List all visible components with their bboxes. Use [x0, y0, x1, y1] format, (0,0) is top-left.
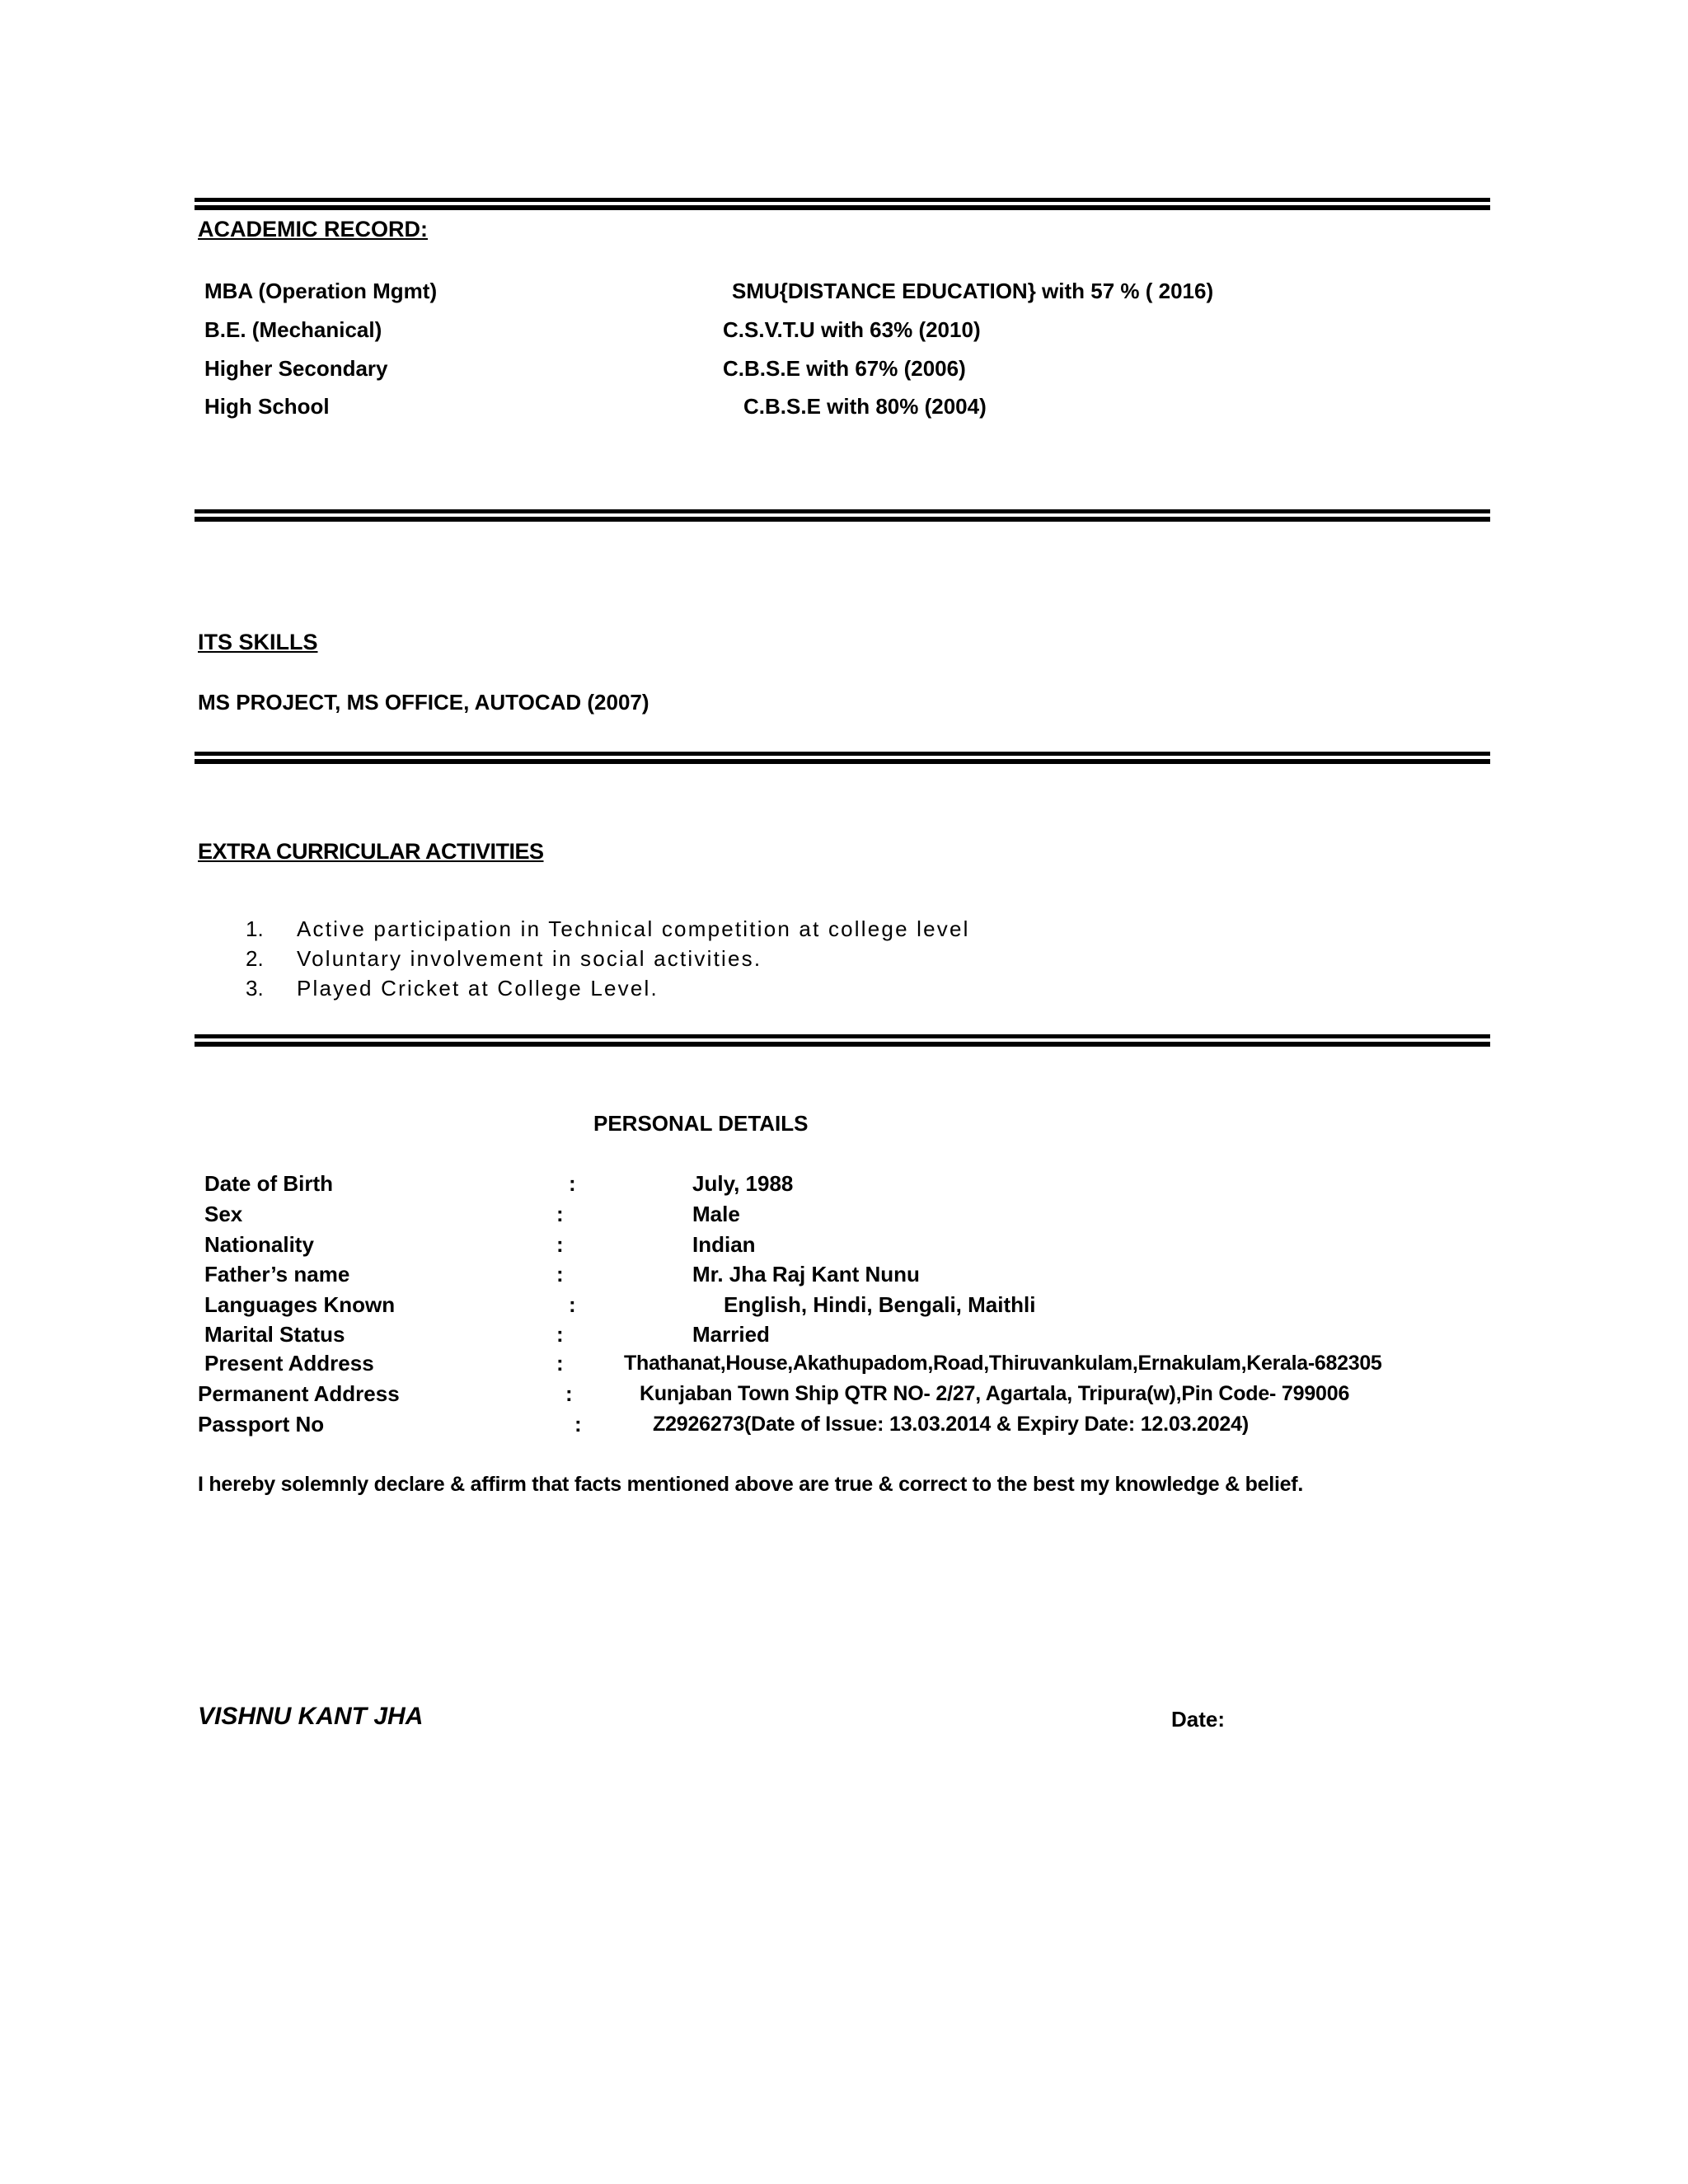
date-label: Date:: [1171, 1707, 1226, 1732]
academic-degree: High School: [204, 394, 330, 419]
detail-label: Father’s name: [204, 1262, 350, 1286]
personal-heading: PERSONAL DETAILS: [593, 1111, 809, 1136]
skills-heading: ITS SKILLS: [198, 630, 318, 654]
detail-label: Date of Birth: [204, 1171, 333, 1196]
detail-value: Mr. Jha Raj Kant Nunu: [692, 1262, 920, 1286]
detail-label: Permanent Address: [198, 1381, 400, 1406]
extra-heading: EXTRA CURRICULAR ACTIVITIES: [198, 839, 544, 864]
academic-degree: B.E. (Mechanical): [204, 317, 382, 342]
list-item-number: 1.: [246, 916, 264, 941]
detail-separator: :: [574, 1412, 582, 1436]
detail-label: Present Address: [204, 1351, 374, 1376]
detail-label: Languages Known: [204, 1292, 396, 1317]
detail-value: Thathanat,House,Akathupadom,Road,Thiruvankulam,Ernakulam,Kerala-682305: [624, 1352, 1382, 1375]
detail-value: Z2926273(Date of Issue: 13.03.2014 & Expiry Date: 12.03.2024): [653, 1413, 1249, 1436]
detail-separator: :: [556, 1202, 564, 1226]
detail-label: Sex: [204, 1202, 243, 1226]
detail-separator: :: [556, 1351, 564, 1376]
detail-separator: :: [556, 1232, 564, 1257]
academic-heading: ACADEMIC RECORD:: [198, 217, 428, 241]
detail-separator: :: [556, 1322, 564, 1347]
detail-value: July, 1988: [692, 1171, 794, 1196]
detail-separator: :: [565, 1381, 573, 1406]
academic-detail: C.B.S.E with 67% (2006): [723, 356, 966, 381]
detail-separator: :: [556, 1262, 564, 1286]
section-divider: [195, 509, 1490, 523]
detail-value: Indian: [692, 1232, 756, 1257]
academic-degree: Higher Secondary: [204, 356, 388, 381]
academic-detail: C.B.S.E with 80% (2004): [743, 394, 987, 419]
declaration-text: I hereby solemnly declare & affirm that facts mentioned above are true & correct to the best my knowledge & belief.: [198, 1473, 1304, 1496]
academic-detail: C.S.V.T.U with 63% (2010): [723, 317, 981, 342]
list-item: Active participation in Technical competition at college level: [297, 916, 970, 941]
section-divider: [195, 752, 1490, 765]
list-item: Voluntary involvement in social activities.: [297, 946, 762, 971]
detail-value: Married: [692, 1322, 770, 1347]
section-divider: [195, 198, 1490, 211]
list-item: Played Cricket at College Level.: [297, 976, 659, 1001]
detail-label: Passport No: [198, 1412, 325, 1436]
academic-degree: MBA (Operation Mgmt): [204, 279, 438, 303]
detail-value: Kunjaban Town Ship QTR NO- 2/27, Agartala, Tripura(w),Pin Code- 799006: [640, 1382, 1350, 1405]
skills-text: MS PROJECT, MS OFFICE, AUTOCAD (2007): [198, 690, 649, 715]
signature-name: VISHNU KANT JHA: [198, 1703, 424, 1730]
detail-value: English, Hindi, Bengali, Maithli: [724, 1292, 1036, 1317]
detail-separator: :: [569, 1292, 576, 1317]
detail-value: Male: [692, 1202, 740, 1226]
detail-label: Marital Status: [204, 1322, 345, 1347]
list-item-number: 3.: [246, 976, 264, 1001]
academic-detail: SMU{DISTANCE EDUCATION} with 57 % ( 2016): [732, 279, 1214, 303]
detail-label: Nationality: [204, 1232, 314, 1257]
detail-separator: :: [569, 1171, 576, 1196]
list-item-number: 2.: [246, 946, 264, 971]
section-divider: [195, 1034, 1490, 1047]
